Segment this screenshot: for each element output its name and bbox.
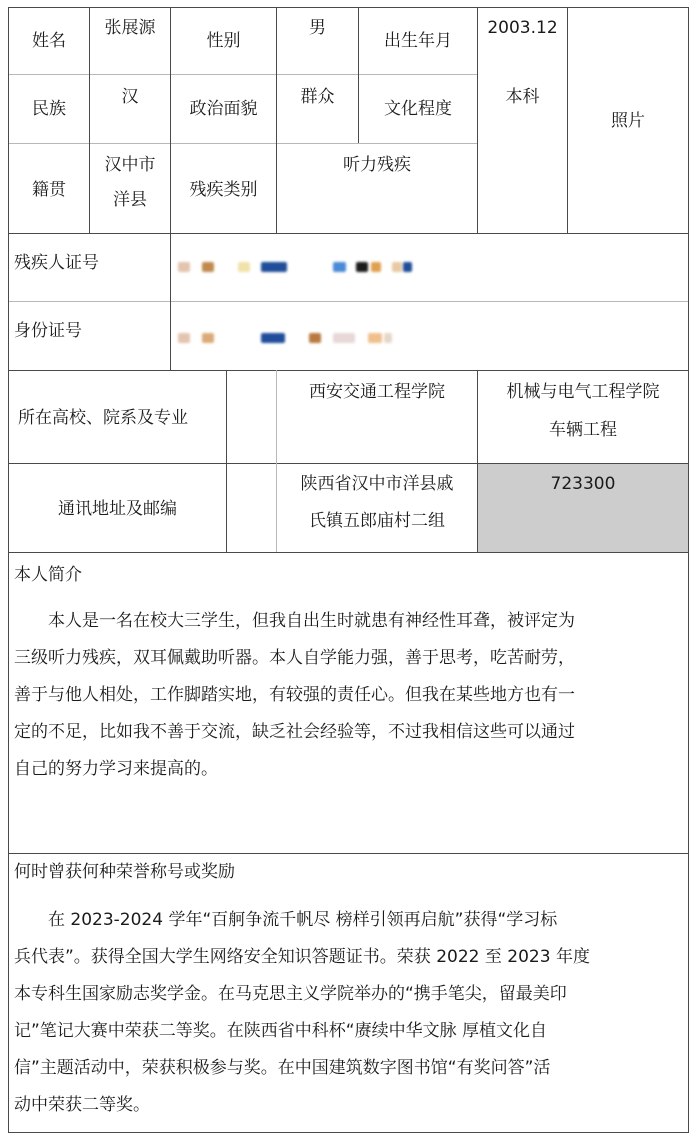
birth-value: 2003.12 xyxy=(487,18,558,38)
native-place-line1: 汉中市 xyxy=(104,155,156,175)
row-rule xyxy=(9,301,688,302)
honors-paragraph xyxy=(14,902,668,1124)
row-rule xyxy=(9,74,478,75)
intro-heading: 本人简介 xyxy=(14,565,82,585)
table-border-top xyxy=(8,7,689,8)
honors-line: 本专科生国家励志奖学金。在马克思主义学院举办的“携手笔尖，留最美印 xyxy=(14,984,567,1004)
address-line1: 陕西省汉中市洋县戚 xyxy=(300,474,454,494)
ethnicity-value: 汉 xyxy=(121,87,139,107)
postcode-value: 723300 xyxy=(550,474,616,494)
education-label: 文化程度 xyxy=(384,99,452,119)
disability-cert-label: 残疾人证号 xyxy=(14,253,99,273)
education-value: 本科 xyxy=(505,87,540,107)
intro-line: 自己的努力学习来提高的。 xyxy=(14,759,218,779)
address-line2: 氏镇五郎庙村二组 xyxy=(309,511,445,531)
column-rule xyxy=(477,7,478,233)
ethnicity-label: 民族 xyxy=(32,99,66,119)
table-border-right xyxy=(688,7,689,1133)
disability-type-value: 听力残疾 xyxy=(343,155,411,175)
native-place-line2: 洋县 xyxy=(113,190,147,210)
column-rule xyxy=(170,233,171,370)
major-value: 车辆工程 xyxy=(549,420,617,440)
intro-line: 三级听力残疾，双耳佩戴助听器。本人自学能力强，善于思考，吃苦耐劳， xyxy=(14,648,575,668)
row-rule xyxy=(9,233,688,234)
department-value: 机械与电气工程学院 xyxy=(506,382,660,402)
honors-heading: 何时曾获何种荣誉称号或奖励 xyxy=(14,862,235,882)
column-rule xyxy=(358,7,359,143)
intro-line: 善于与他人相处，工作脚踏实地，有较强的责任心。但我在某些地方也有一 xyxy=(14,685,575,705)
political-value: 群众 xyxy=(300,87,335,107)
table-border-left xyxy=(8,7,9,1133)
honors-line: 信”主题活动中，荣获积极参与奖。在中国建筑数字图书馆“有奖问答”活 xyxy=(14,1058,551,1078)
row-rule xyxy=(9,370,688,371)
photo-placeholder: 照片 xyxy=(611,111,645,131)
gender-label: 性别 xyxy=(206,31,241,51)
intro-line: 本人是一名在校大三学生，但我自出生时就患有神经性耳聋，被评定为 xyxy=(48,611,575,631)
honors-line: 兵代表”。获得全国大学生网络安全知识答题证书。荣获 2022 至 2023 年度 xyxy=(14,947,590,967)
honors-line: 记”笔记大赛中荣获二等奖。在陕西省中科杯“赓续中华文脉 厚植文化自 xyxy=(14,1021,548,1041)
row-rule xyxy=(9,463,688,464)
honors-line: 在 2023-2024 学年“百舸争流千帆尽 榜样引领再启航”获得“学习标 xyxy=(48,910,558,930)
political-label: 政治面貌 xyxy=(189,99,258,119)
intro-line: 定的不足，比如我不善于交流，缺乏社会经验等，不过我相信这些可以通过 xyxy=(14,722,575,742)
school-label: 所在高校、院系及专业 xyxy=(18,408,188,428)
name-label: 姓名 xyxy=(32,31,66,51)
disability-type-label: 残疾类别 xyxy=(189,180,258,200)
birth-label: 出生年月 xyxy=(384,31,452,51)
school-value: 西安交通工程学院 xyxy=(309,382,445,402)
address-label: 通讯地址及邮编 xyxy=(58,499,177,519)
row-rule xyxy=(9,552,688,553)
column-rule xyxy=(276,7,277,233)
intro-paragraph xyxy=(14,603,668,788)
id-number-label: 身份证号 xyxy=(14,321,82,341)
row-rule xyxy=(9,143,478,144)
gender-value: 男 xyxy=(309,18,326,38)
row-rule xyxy=(9,853,688,854)
table-border-bottom xyxy=(8,1132,689,1133)
honors-line: 动中荣获二等奖。 xyxy=(14,1095,150,1115)
name-value: 张展源 xyxy=(104,18,156,38)
native-place-label: 籍贯 xyxy=(32,180,66,200)
column-rule xyxy=(226,370,227,552)
